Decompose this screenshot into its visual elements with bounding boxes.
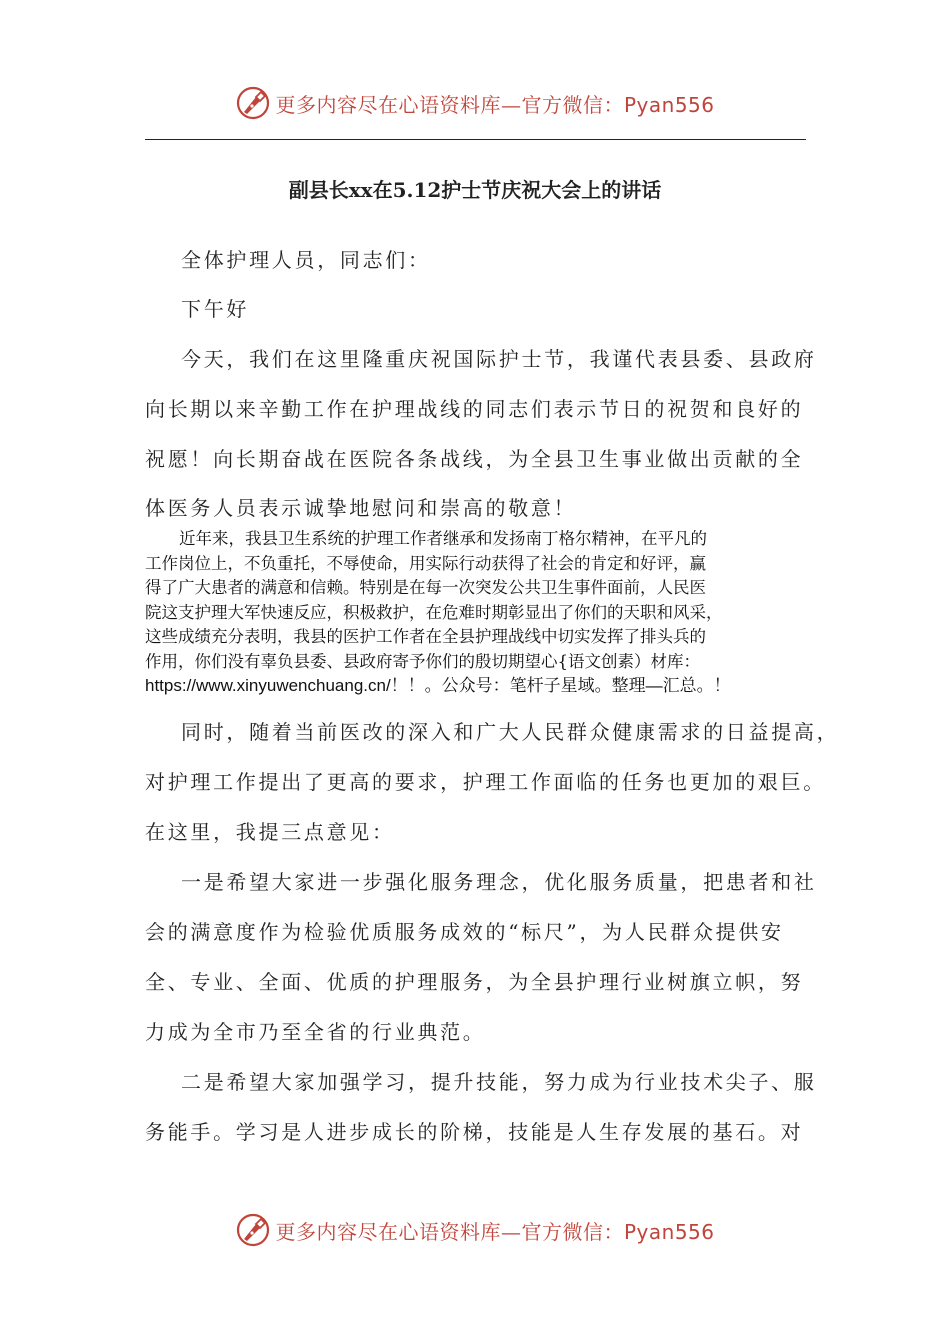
paragraph-line: 一是希望大家进一步强化服务理念，优化服务质量，把患者和社 [181,870,817,894]
paragraph-line: 今天，我们在这里隆重庆祝国际护士节，我谨代表县委、县政府 [181,347,817,371]
header-brand-text: 更多内容尽在心语资料库—官方微信：Pyan556 [275,92,715,117]
paragraph-line: 务能手。学习是人进步成长的阶梯，技能是人生存发展的基石。对 [145,1120,804,1144]
pen-nib-logo-icon [235,1212,271,1248]
page-header [0,83,950,123]
dense-line: 得了广大患者的满意和信赖。特别是在每一次突发公共卫生事件面前，人民医 [145,578,706,597]
header-brand [235,85,714,121]
page-footer [0,1210,950,1250]
paragraph-line: 会的满意度作为检验优质服务成效的“标尺”，为人民群众提供安 [145,920,784,944]
footer-wechat-id: Pyan556 [623,1219,715,1244]
dense-line: 工作岗位上，不负重托，不辱使命，用实际行动获得了社会的肯定和好评，赢 [145,553,706,573]
header-divider [145,139,806,140]
pen-nib-logo-icon [235,85,271,121]
paragraph-line: 同时，随着当前医改的深入和广大人民群众健康需求的日益提高， [181,720,840,744]
dense-line-url: https://www.xinyuwenchuang.cn/！！。公众号：笔杆子星域。整理—汇总。！ [145,676,731,695]
header-wechat-id: Pyan556 [623,92,715,117]
footer-brand [235,1212,714,1248]
paragraph-line: 向长期以来辛勤工作在护理战线的同志们表示节日的祝贺和良好的 [145,397,804,421]
salutation: 全体护理人员，同志们： [181,248,431,272]
dense-paragraph [145,527,805,699]
dense-line: 这些成绩充分表明，我县的医护工作者在全县护理战线中切实发挥了排头兵的 [145,627,706,646]
dense-line: 近年来，我县卫生系统的护理工作者继承和发扬南丁格尔精神，在平凡的 [179,529,707,548]
dense-line: 院这支护理大军快速反应，积极救护，在危难时期彰显出了你们的天职和风采， [145,602,723,622]
paragraph-line: 全、专业、全面、优质的护理服务，为全县护理行业树旗立帜，努 [145,970,804,994]
paragraph-line: 祝愿！向长期奋战在医院各条战线，为全县卫生事业做出贡献的全 [145,447,804,471]
document-title: 副县长xx在5.12护士节庆祝大会上的讲话 [288,178,662,202]
footer-brand-text: 更多内容尽在心语资料库—官方微信：Pyan556 [275,1219,715,1244]
paragraph-line: 对护理工作提出了更高的要求，护理工作面临的任务也更加的艰巨。 [145,770,826,794]
paragraph-line: 力成为全市乃至全省的行业典范。 [145,1020,486,1044]
paragraph-line: 在这里，我提三点意见： [145,820,395,844]
paragraph-line: 体医务人员表示诚挚地慰问和崇高的敬意！ [145,496,577,520]
dense-line: 作用，你们没有辜负县委、县政府寄予你们的殷切期望心{语文创素）材库： [145,651,700,671]
greeting: 下午好 [181,297,250,321]
paragraph-line: 二是希望大家加强学习，提升技能，努力成为行业技术尖子、服 [181,1070,817,1094]
